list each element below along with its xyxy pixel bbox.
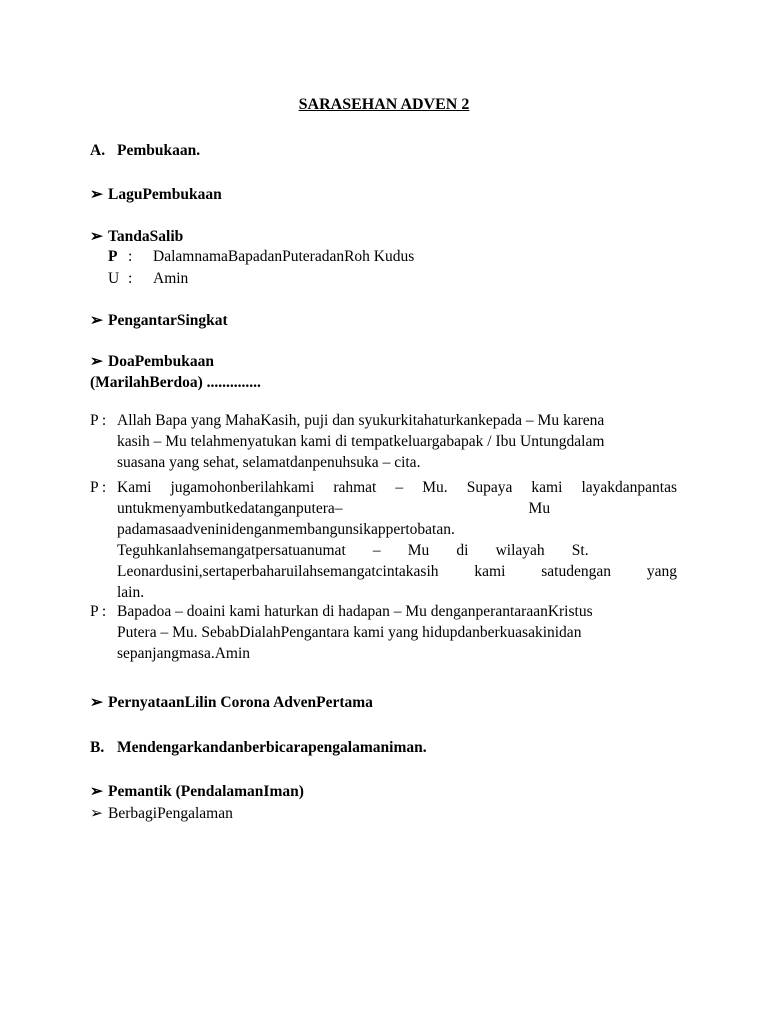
- prayer-line: Putera – Mu. SebabDialahPengantara kami yang hidupdanberkuasakinidan: [117, 624, 582, 641]
- section-a-heading: [90, 140, 200, 161]
- section-a-label: Pembukaan.: [117, 142, 201, 159]
- item-tanda-salib: [90, 226, 183, 247]
- arrow-bullet-icon: ➢: [90, 353, 103, 370]
- arrow-bullet-icon: ➢: [90, 312, 103, 329]
- arrow-bullet-icon: ➢: [90, 694, 103, 711]
- prayer-line: padamasaadveninidenganmembangunsikappertobatan.: [117, 521, 455, 538]
- item-label: Pemantik (PendalamanIman): [108, 783, 304, 800]
- prayer-line: untukmenyambutkedatanganputera– Mu: [117, 500, 551, 517]
- response-row-p: [108, 246, 414, 267]
- prayer-line: sepanjangmasa.Amin: [117, 645, 251, 662]
- prayer-key: P :: [90, 603, 107, 620]
- arrow-bullet-icon: ➢: [90, 228, 103, 245]
- document-title: SARASEHAN ADVEN 2: [298, 96, 470, 113]
- prayer-text: [117, 410, 677, 473]
- prayer-line: suasana yang sehat, selamatdanpenuhsuka – cita.: [117, 454, 421, 471]
- response-text: Amin: [153, 270, 189, 287]
- response-key: U: [108, 270, 120, 287]
- item-lagu-pembukaan: [90, 184, 222, 205]
- arrow-bullet-icon: ➢: [90, 783, 103, 800]
- prayer-key: P :: [90, 479, 107, 496]
- prayer-line: kasih – Mu telahmenyatukan kami di tempatkeluargabapak / Ibu Untungdalam: [117, 433, 605, 450]
- item-pengantar-singkat: [90, 310, 228, 331]
- response-text: DalamnamaBapadanPuteradanRoh Kudus: [153, 248, 415, 265]
- section-b-letter: B.: [90, 739, 105, 756]
- item-label: TandaSalib: [108, 228, 184, 245]
- prayer-text: [117, 601, 677, 664]
- prayer-line: Kami jugamohonberilahkami rahmat – Mu. Supaya kami layakdanpantas: [117, 479, 677, 496]
- section-b-label: Mendengarkandanberbicarapengalamaniman.: [117, 739, 427, 756]
- response-colon: :: [128, 248, 133, 265]
- item-pernyataan-lilin: [90, 692, 373, 713]
- prayer-key: P :: [90, 412, 107, 429]
- response-colon: :: [128, 270, 133, 287]
- section-b-heading: [90, 737, 427, 758]
- section-a-letter: A.: [90, 142, 106, 159]
- arrow-bullet-icon: ➢: [90, 805, 103, 822]
- prayer-line: Leonardusini,sertaperbaharuilahsemangatcintakasih kami satudengan yang: [117, 563, 677, 580]
- response-key: P: [108, 248, 118, 265]
- doa-subheading: (MarilahBerdoa) ..............: [90, 374, 261, 391]
- prayer-line: lain.: [117, 584, 145, 601]
- item-label: PengantarSingkat: [108, 312, 228, 329]
- item-pemantik: [90, 781, 304, 802]
- item-label: BerbagiPengalaman: [108, 805, 233, 822]
- item-berbagi-pengalaman: [90, 803, 233, 824]
- prayer-line: Bapadoa – doaini kami haturkan di hadapan – Mu denganperantaraanKristus: [117, 603, 593, 620]
- prayer-line: Allah Bapa yang MahaKasih, puji dan syukurkitahaturkankepada – Mu karena: [117, 412, 605, 429]
- arrow-bullet-icon: ➢: [90, 186, 103, 203]
- item-label: LaguPembukaan: [108, 186, 222, 203]
- item-label: DoaPembukaan: [108, 353, 214, 370]
- prayer-line: Teguhkanlahsemangatpersatuanumat – Mu di wilayah St.: [117, 542, 589, 559]
- prayer-paragraph-3: [90, 601, 677, 664]
- prayer-paragraph-1: [90, 410, 677, 473]
- prayer-text: [117, 477, 677, 603]
- item-label: PernyataanLilin Corona AdvenPertama: [108, 694, 373, 711]
- prayer-paragraph-2: [90, 477, 677, 603]
- response-row-u: [108, 268, 188, 289]
- item-doa-pembukaan: [90, 351, 214, 372]
